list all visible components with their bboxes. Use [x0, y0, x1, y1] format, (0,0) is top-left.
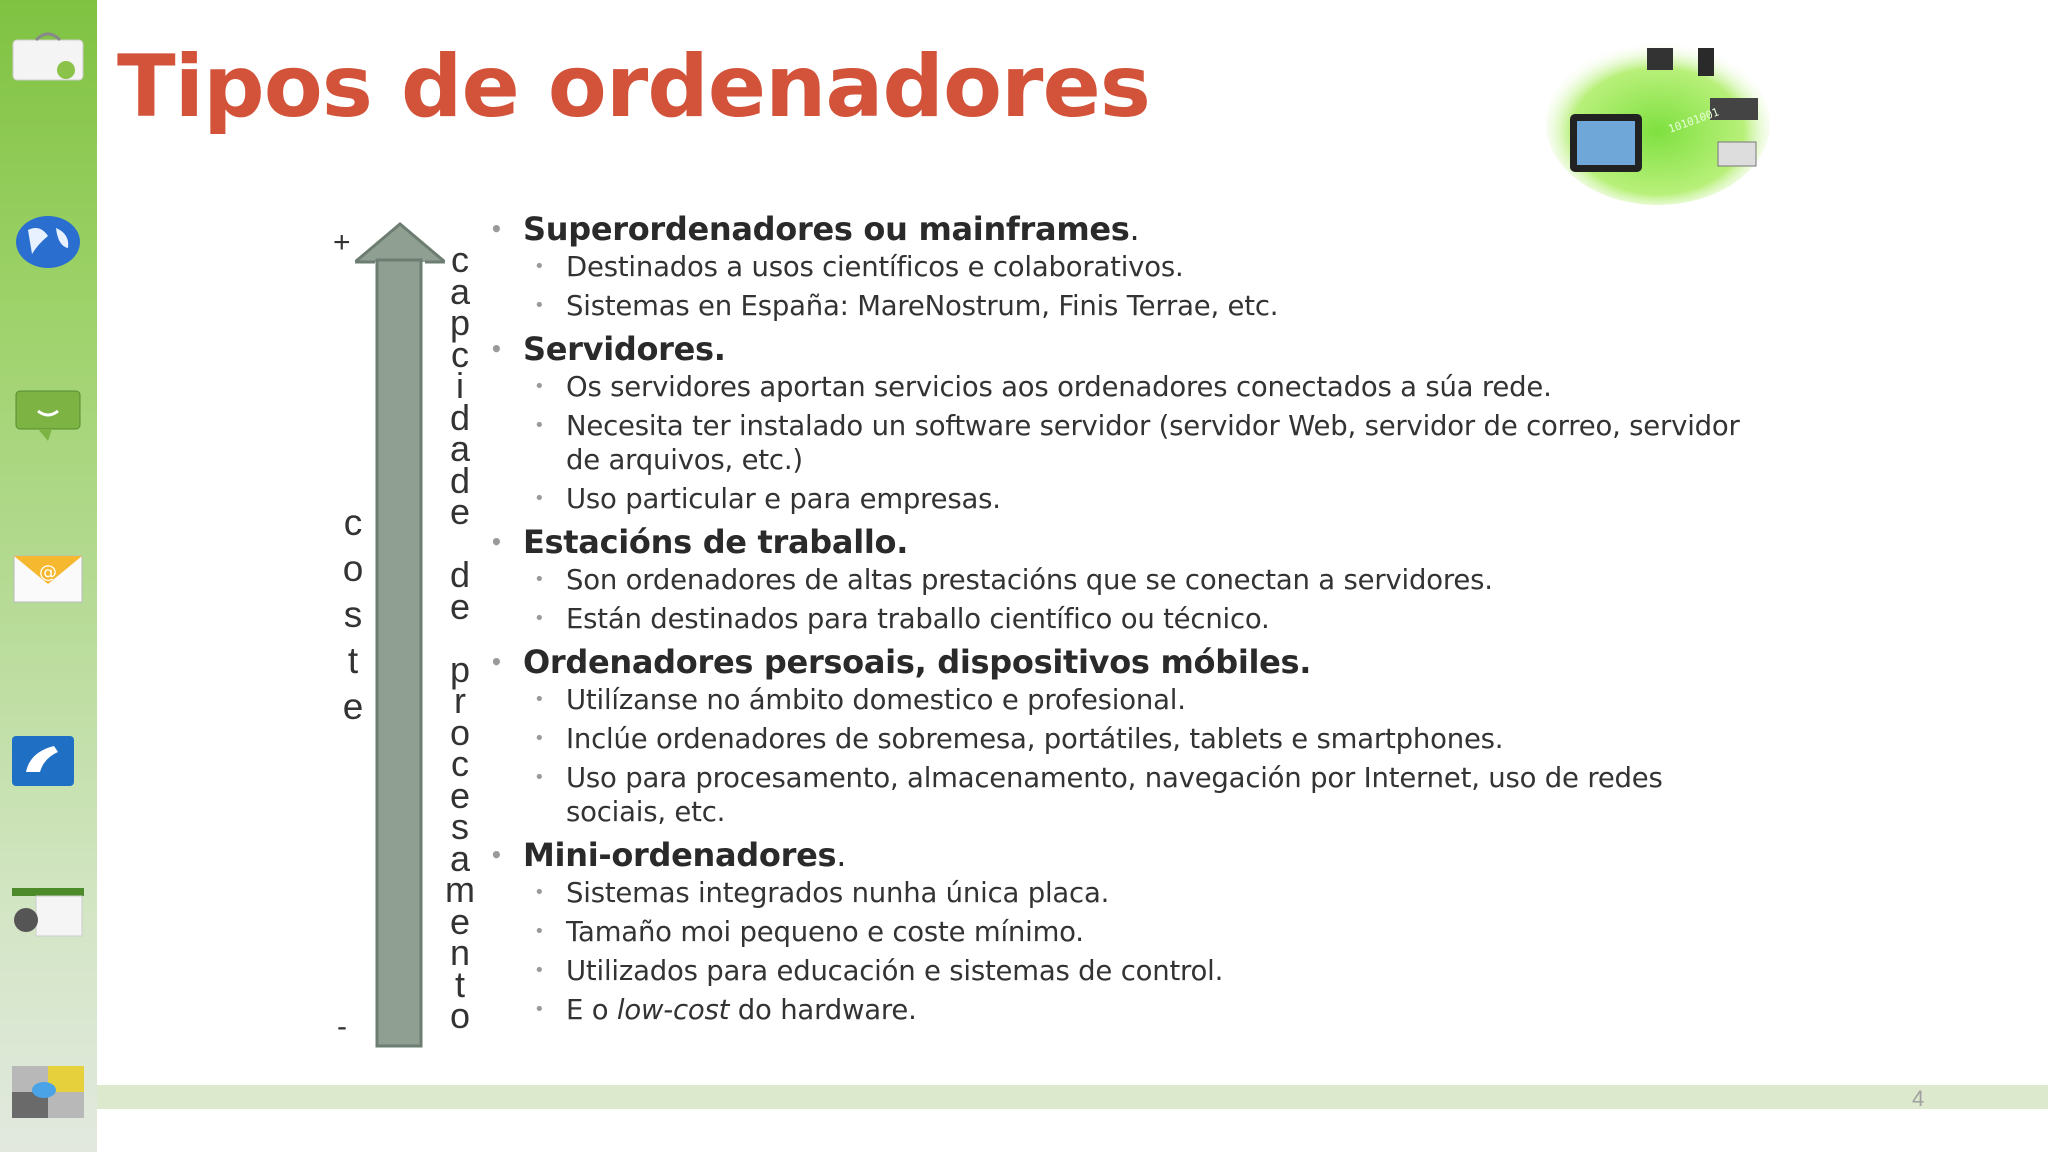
coste-letter: s: [343, 594, 363, 635]
list-item: • Están destinados para traballo científico ou técnico.: [490, 602, 1750, 636]
list-item: • Sistemas integrados nunha única placa.: [490, 876, 1750, 910]
section-heading-text: Mini-ordenadores: [523, 836, 837, 874]
slide-title: Tipos de ordenadores: [117, 37, 1150, 137]
capacidade-letter: n: [449, 932, 471, 973]
svg-text:@: @: [39, 562, 57, 583]
puzzle-icon[interactable]: [8, 1062, 88, 1122]
section-heading: [490, 521, 1750, 563]
section: [490, 641, 1750, 829]
capacidade-letter: a: [449, 428, 471, 469]
capacidade-letter: t: [454, 963, 465, 1005]
list-item: • Necesita ter instalado un software servidor (servidor Web, servidor de correo, servidor de arquivos, etc.): [490, 409, 1750, 477]
sub-list: [490, 683, 1750, 829]
capacidade-letter: e: [449, 491, 471, 532]
capacidade-letter: a: [449, 837, 471, 879]
coste-letter: o: [342, 548, 364, 589]
capacidade-letter: s: [451, 806, 469, 847]
scale-bottom-mark: -: [337, 1010, 347, 1043]
section-heading-suffix: .: [836, 836, 847, 874]
list-item-suffix: do hardware.: [729, 994, 917, 1026]
footer-bar: [97, 1085, 2048, 1109]
capacidade-letter: e: [449, 774, 471, 816]
capacidade-letter: d: [449, 459, 471, 501]
list-item: • Uso para procesamento, almacenamento, navegación por Internet, uso de redes sociais, etc.: [490, 761, 1750, 829]
computers-illustration: [1540, 18, 1770, 208]
section-heading-suffix: .: [1129, 210, 1140, 248]
list-item: • Inclúe ordenadores de sobremesa, portátiles, tablets e smartphones.: [490, 722, 1750, 756]
list-item: [490, 993, 1750, 1027]
svg-text:10101001: 10101001: [1666, 105, 1721, 136]
coste-vertical-label: [338, 500, 368, 730]
list-item: • Son ordenadores de altas prestacións que se conectan a servidores.: [490, 563, 1750, 597]
shopping-bag-icon[interactable]: [8, 28, 88, 88]
section-heading-text: Servidores.: [523, 330, 726, 368]
capacidade-letter: c: [451, 239, 469, 280]
capacidade-letter: p: [449, 302, 471, 343]
capacidade-letter: c: [451, 743, 469, 784]
section-heading: [490, 208, 1750, 250]
section: [490, 328, 1750, 516]
sub-list: [490, 876, 1750, 1027]
capacidade-letter: i: [456, 365, 464, 406]
chat-bubble-icon[interactable]: [8, 385, 88, 445]
sidebar: [0, 0, 97, 1152]
list-item: • Os servidores aportan servicios aos ordenadores conectados a súa rede.: [490, 370, 1750, 404]
capacidade-letter: c: [451, 333, 469, 375]
section: [490, 521, 1750, 636]
list-item: • Destinados a usos científicos e colaborativos.: [490, 250, 1750, 284]
capacidade-letter: d: [449, 554, 471, 595]
section-heading: [490, 328, 1750, 370]
list-item-italic: low-cost: [616, 994, 730, 1026]
page-number: 4: [1912, 1086, 1925, 1111]
list-item: • Utilizados para educación e sistemas de control.: [490, 954, 1750, 988]
capacidade-vertical-label: [440, 239, 480, 1036]
capacidade-letter: d: [449, 396, 471, 438]
section-heading-text: Estacións de traballo.: [523, 523, 909, 561]
capacidade-letter: e: [449, 900, 471, 942]
coste-letter: e: [342, 686, 364, 727]
list-item-prefix: E o: [566, 994, 617, 1026]
list-item: • Sistemas en España: MareNostrum, Finis Terrae, etc.: [490, 289, 1750, 323]
section: [490, 834, 1750, 1027]
capacidade-letter: e: [449, 585, 471, 627]
list-item: • Utilízanse no ámbito domestico e profesional.: [490, 683, 1750, 717]
capacidade-letter: p: [449, 648, 471, 690]
section-heading: [490, 641, 1750, 683]
section-heading-text: Ordenadores persoais, dispositivos móbiles.: [523, 643, 1312, 681]
section: [490, 208, 1750, 323]
sub-list: [490, 370, 1750, 516]
section-heading-text: Superordenadores ou mainframes: [523, 210, 1130, 248]
scale-arrow: [355, 220, 445, 1052]
capacidade-letter: r: [454, 680, 466, 721]
email-icon[interactable]: [8, 548, 88, 608]
capacidade-letter: m: [445, 869, 475, 910]
phone-icon[interactable]: [8, 732, 88, 792]
scale-top-mark: +: [333, 226, 351, 259]
sub-list: [490, 563, 1750, 636]
capacidade-letter: a: [449, 270, 471, 312]
globe-icon[interactable]: [8, 210, 88, 270]
coste-letter: c: [343, 502, 363, 543]
list-item: • Tamaño moi pequeno e coste mínimo.: [490, 915, 1750, 949]
sub-list: [490, 250, 1750, 323]
bullet-content: [490, 208, 1750, 1032]
android-box-icon[interactable]: [8, 882, 88, 942]
capacidade-letter: o: [449, 711, 471, 753]
coste-letter: t: [347, 640, 359, 681]
capacidade-letter: o: [449, 995, 471, 1036]
section-heading: [490, 834, 1750, 876]
list-item: • Uso particular e para empresas.: [490, 482, 1750, 516]
